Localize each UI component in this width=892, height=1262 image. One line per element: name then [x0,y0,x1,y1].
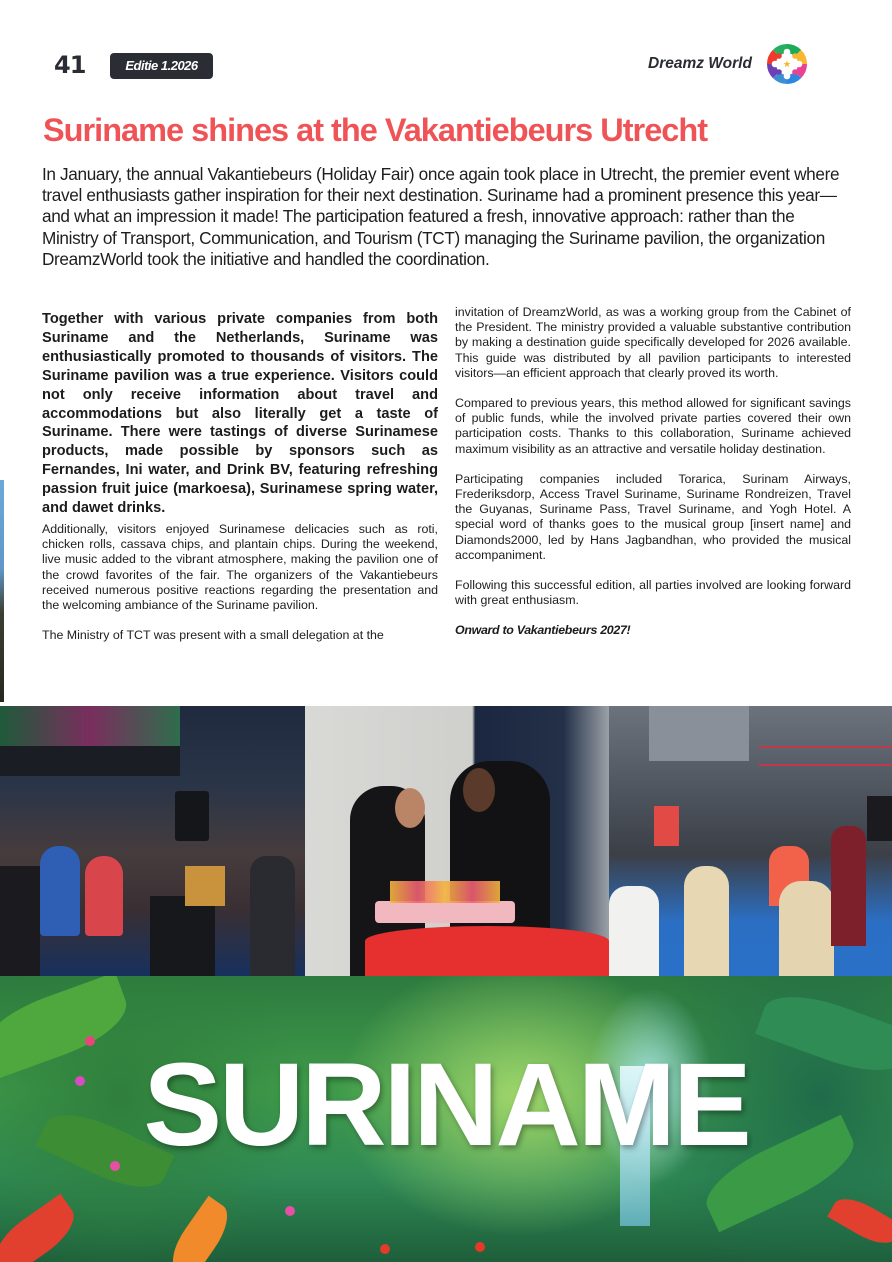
edition-badge: Editie 1.2026 [110,53,213,79]
article-title: Suriname shines at the Vakantiebeurs Utrecht [43,112,708,148]
right-column [455,305,851,637]
suriname-jungle-banner [0,976,892,1262]
pavilion-band-photo [0,706,305,976]
juice-tasting-photo [305,706,609,976]
body-paragraph: Following this successful edition, all parties involved are looking forward with great enthusiasm. [455,578,851,608]
body-paragraph: Participating companies included Torarica, Surinam Airways, Frederiksdorp, Access Travel Suriname, Suriname Rondreizen, Travel the Guyanas, Suriname Pass, Travel Suriname, and Yogh Hotel. A special word of thanks goes to the musical group [insert name] and Diamonds2000, led by Hans Jagbandhan, who provided the musical accompaniment. [455,471,851,562]
body-paragraph: invitation of DreamzWorld, as was a working group from the Cabinet of the President. The ministry provided a valuable substantive contribution by making a destination guide specifically developed for 2026 available. This guide was distributed by all pavilion participants to interested visitors—an efficient approach that clearly proved its worth. [455,305,851,380]
left-column [42,310,438,643]
body-paragraph: Additionally, visitors enjoyed Surinamese delicacies such as roti, chicken rolls, cassava chips, and plantain chips. During the weekend, live music added to the vibrant atmosphere, making the pavilion one of the crowd favorites of the fair. The organizers of the Vakantiebeurs received numerous positive reactions regarding the presentation and the welcoming ambiance of the Suriname pavilion. [42,521,438,612]
dreamzworld-logo-icon [766,43,808,85]
article-intro: In January, the annual Vakantiebeurs (Holiday Fair) once again took place in Utrecht, the premier event where travel enthusiasts gather inspiration for their next destination. Suriname had a prominent presence this year—and what an impression it made! The participation featured a fresh, innovative approach: rather than the Ministry of Transport, Communication, and Tourism (TCT) managing the Suriname pavilion, the organization DreamzWorld took the initiative and handled the coordination. [42,164,840,269]
body-paragraph: The Ministry of TCT was present with a small delegation at the [42,628,384,643]
lead-paragraph: Together with various private companies from both Suriname and the Netherlands, Suriname was enthusiastically promoted to thousands of visitors. The Suriname pavilion was a true experience. Visitors could not only receive information about travel and accommodations but also literally get a taste of Suriname. There were tastings of diverse Surinamese products, made possible by sponsors such as Fernandes, Ini water, and Drink BV, featuring refreshing passion fruit juice (markoesa), Surinamese spring water, and dawet drinks. [42,311,438,517]
closing-line: Onward to Vakantiebeurs 2027! [455,623,631,638]
page-number: 41 [54,51,86,79]
brand-name: Dreamz World [648,55,752,72]
banner-title: SURINAME [143,1039,749,1171]
side-image-strip [0,480,4,702]
dancing-crowd-photo [609,706,892,976]
body-paragraph: Compared to previous years, this method allowed for significant savings of public funds, while the involved private parties covered their own participation costs. Thanks to this collaboration, Suriname achieved maximum visibility as an attractive and versatile holiday destination. [455,396,851,456]
